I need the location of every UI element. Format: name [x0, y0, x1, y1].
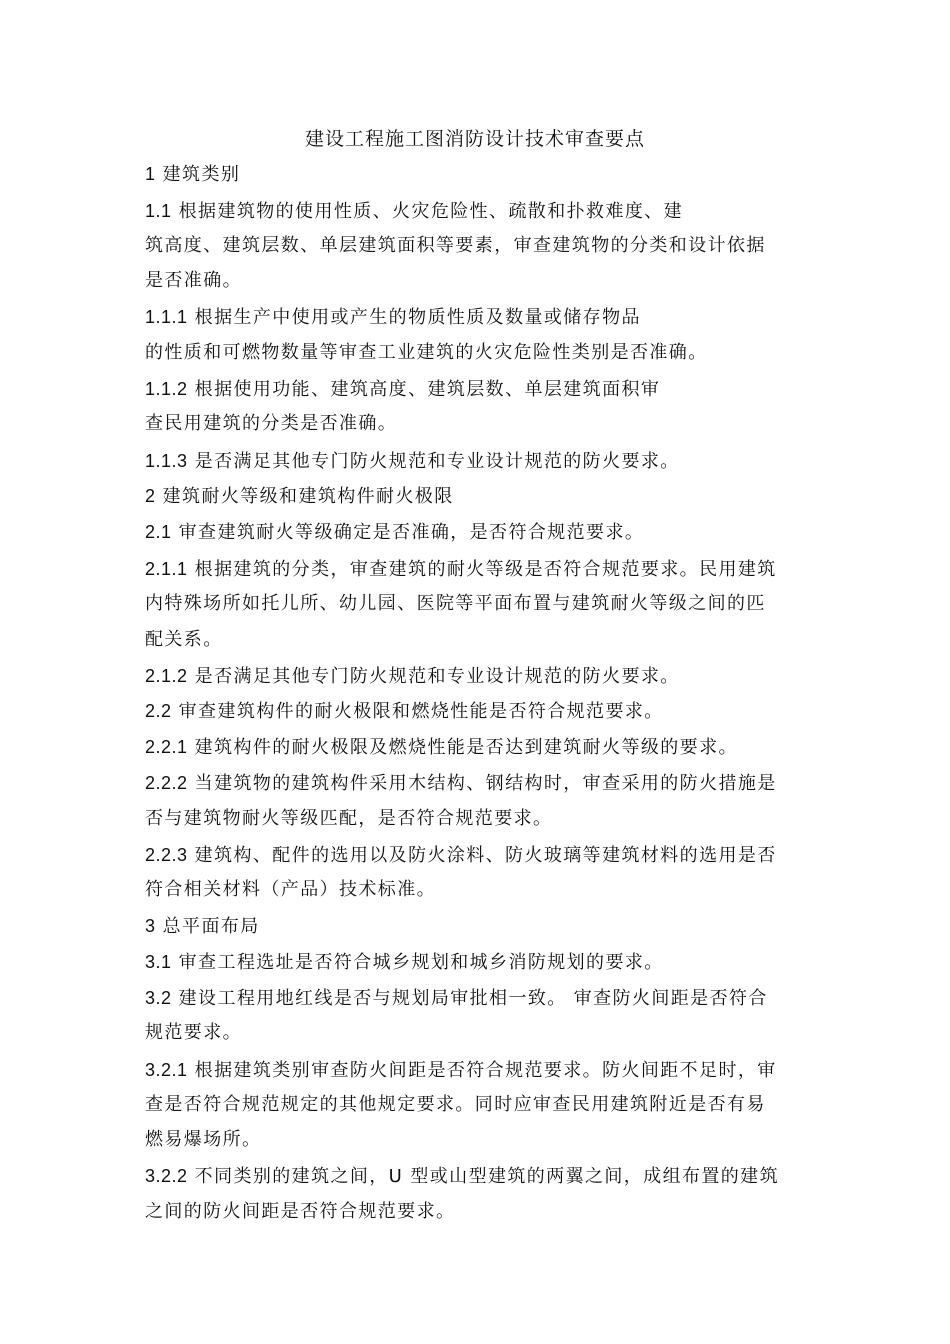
line-text: 规范要求。 [145, 1022, 242, 1043]
text-line [145, 878, 436, 902]
text-line [145, 843, 777, 868]
section-number: 2.1 [145, 522, 172, 542]
text-line [145, 1200, 455, 1224]
line-text: 审查建筑构件的耐火极限和燃烧性能是否符合规范要求。 [178, 701, 664, 722]
line-text: 燃易爆场所。 [145, 1129, 262, 1150]
section-number: 1.1.3 [145, 451, 188, 471]
text-line [145, 484, 454, 509]
text-line [145, 1093, 766, 1117]
section-number: 3.1 [145, 952, 172, 972]
text-line [145, 377, 660, 402]
line-text: 配关系。 [145, 629, 223, 650]
section-number: 3 [145, 916, 156, 936]
section-number: 2 [145, 486, 156, 506]
line-text: 的性质和可燃物数量等审查工业建筑的火灾危险性类别是否准确。 [145, 342, 708, 363]
line-text: 筑高度、建筑层数、单层建筑面积等要素，审查建筑物的分类和设计依据 [145, 235, 766, 256]
line-text: 根据建筑物的使用性质、火灾危险性、疏散和扑救难度、建 [178, 201, 684, 222]
line-text: 根据使用功能、建筑高度、建筑层数、单层建筑面积审 [194, 379, 661, 400]
line-text: 之间的防火间距是否符合规范要求。 [145, 1201, 456, 1222]
line-text: 是否满足其他专门防火规范和专业设计规范的防火要求。 [194, 451, 680, 472]
text-line [145, 269, 242, 293]
text-line [145, 807, 552, 831]
line-text: 是否满足其他专门防火规范和专业设计规范的防火要求。 [194, 666, 680, 687]
line-text: 查民用建筑的分类是否准确。 [145, 413, 398, 434]
text-line [145, 305, 641, 330]
line-text: 总平面布局 [162, 916, 260, 937]
line-text: 根据建筑类别审查防火间距是否符合规范要求。防火间距不足时，审 [194, 1060, 777, 1081]
text-line [145, 699, 664, 724]
line-text: 当建筑物的建筑构件采用木结构、钢结构时，审查采用的防火措施是 [194, 773, 777, 794]
section-number: 3.2 [145, 988, 172, 1008]
section-number: 2.2 [145, 701, 172, 721]
text-line [145, 735, 738, 760]
text-line [145, 162, 240, 187]
line-text: 建设工程用地红线是否与规划局审批相一致。 审查防火间距是否符合 [178, 988, 768, 1009]
section-number: 2.1.1 [145, 559, 188, 579]
section-number: 1.1 [145, 201, 172, 221]
text-line [145, 628, 223, 652]
text-line [145, 771, 777, 796]
text-line [145, 664, 680, 689]
text-line [145, 234, 766, 258]
text-line [145, 1021, 242, 1045]
section-number: 3.2.1 [145, 1060, 188, 1080]
text-line [145, 950, 664, 975]
section-number: 1 [145, 164, 156, 184]
text-line [145, 341, 708, 365]
line-text: 审查工程选址是否符合城乡规划和城乡消防规划的要求。 [178, 952, 664, 973]
line-text: 根据建筑的分类，审查建筑的耐火等级是否符合规范要求。民用建筑 [194, 559, 777, 580]
text-line [145, 1164, 779, 1189]
line-text: 不同类别的建筑之间，U 型或山型建筑的两翼之间，成组布置的建筑 [194, 1166, 779, 1187]
text-line [145, 412, 397, 436]
line-text: 审查建筑耐火等级确定是否准确，是否符合规范要求。 [178, 522, 645, 543]
section-number: 2.2.2 [145, 773, 188, 793]
section-number: 3.2.2 [145, 1166, 188, 1186]
line-text: 符合相关材料（产品）技术标准。 [145, 879, 436, 900]
line-text: 是否准确。 [145, 270, 242, 291]
section-number: 2.2.1 [145, 737, 188, 757]
line-text: 内特殊场所如托儿所、幼儿园、医院等平面布置与建筑耐火等级之间的匹 [145, 593, 766, 614]
line-text: 查是否符合规范规定的其他规定要求。同时应审查民用建筑附近是否有易 [145, 1094, 766, 1115]
line-text: 否与建筑物耐火等级匹配，是否符合规范要求。 [145, 808, 553, 829]
line-text: 建筑耐火等级和建筑构件耐火极限 [162, 486, 454, 507]
text-line [145, 914, 260, 939]
document-title: 建设工程施工图消防设计技术审查要点 [304, 128, 645, 150]
line-text: 根据生产中使用或产生的物质性质及数量或储存物品 [194, 307, 641, 328]
line-text: 建筑类别 [162, 164, 241, 185]
text-line [145, 520, 644, 545]
text-line [145, 1058, 777, 1083]
text-line [145, 557, 777, 582]
text-line [145, 449, 680, 474]
line-text: 建筑构件的耐火极限及燃烧性能是否达到建筑耐火等级的要求。 [194, 737, 738, 758]
section-number: 1.1.2 [145, 379, 188, 399]
text-line [145, 986, 768, 1011]
text-line [145, 592, 766, 616]
text-line [145, 199, 683, 224]
section-number: 1.1.1 [145, 307, 188, 327]
line-text: 建筑构、配件的选用以及防火涂料、防火玻璃等建筑材料的选用是否 [194, 845, 777, 866]
text-line [145, 1128, 261, 1152]
section-number: 2.2.3 [145, 845, 188, 865]
section-number: 2.1.2 [145, 666, 188, 686]
